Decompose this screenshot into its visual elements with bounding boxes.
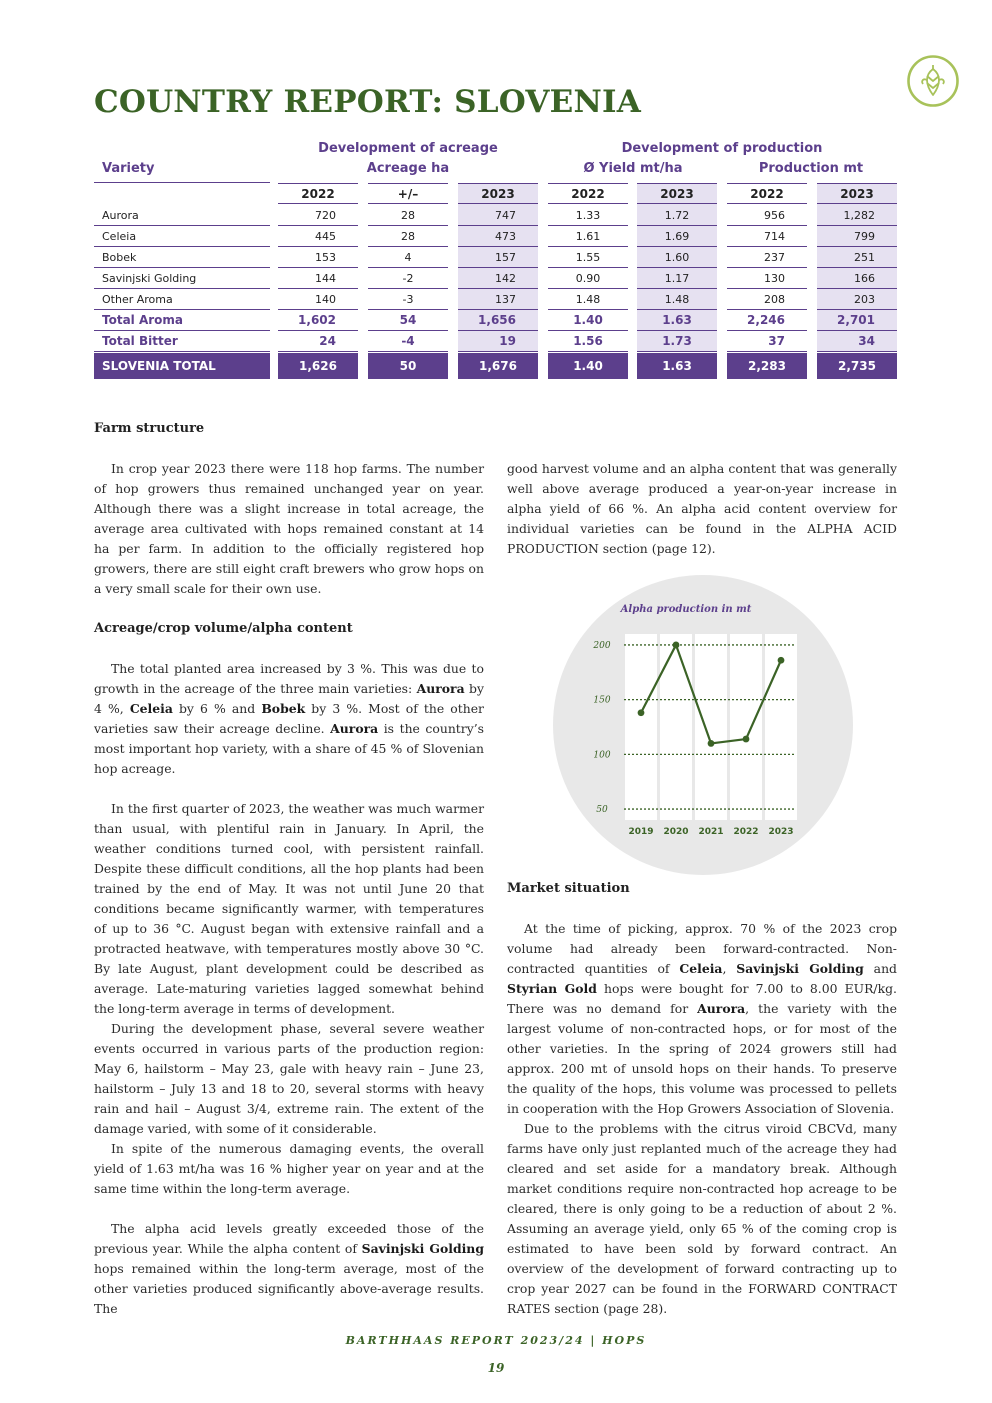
variety-cell: Aurora xyxy=(94,205,270,226)
chart-x-tick-label: 2023 xyxy=(768,827,794,837)
header-production: Production mt xyxy=(758,161,864,176)
value-cell: -2 xyxy=(368,268,448,289)
heading-market-situation: Market situation xyxy=(507,881,630,896)
chart-x-tick-label: 2020 xyxy=(663,827,689,837)
year-acreage-2023: 2023 xyxy=(458,184,538,204)
alpha-chart-svg xyxy=(552,574,854,876)
value-cell: 1.55 xyxy=(548,247,628,268)
value-cell: 1,282 xyxy=(817,205,897,226)
paragraph-weather-3: In spite of the numerous damaging events, the overall yield of 1.63 mt/ha was 16 % higher year on year and at the same time within the long-term average. xyxy=(94,1141,484,1196)
variety-cell: Celeia xyxy=(94,226,270,247)
value-cell: 203 xyxy=(817,289,897,310)
chart-x-tick-label: 2022 xyxy=(733,827,759,837)
paragraph-market-1: At the time of picking, approx. 70 % of the 2023 crop volume had already been forward-contracted. Non-contracted quantities of Celeia, Savinjski Golding and Styrian Gold hops were bought for 7.00 to 8.00 EUR/kg. There was no demand for Aurora, the variety with the largest volume of non-contracted hops, or for most of the other varieties. In the spring of 2024 growers still had approx. 200 mt of unsold hops on their hands. To preserve the quality of the hops, this volume was processed to pellets in cooperation with the Hop Growers Association of Slovenia. xyxy=(507,921,897,1116)
header-yield: Ø Yield mt/ha xyxy=(583,161,683,176)
value-cell: 37 xyxy=(727,331,807,352)
value-cell: 1.33 xyxy=(548,205,628,226)
table-row-total-bitter xyxy=(0,331,992,352)
value-cell: 237 xyxy=(727,247,807,268)
acreage-production-table xyxy=(0,0,992,400)
value-cell: 142 xyxy=(458,268,538,289)
chart-x-tick-label: 2019 xyxy=(628,827,654,837)
value-cell: 166 xyxy=(817,268,897,289)
value-cell: 1.73 xyxy=(637,331,717,352)
heading-acreage: Acreage/crop volume/alpha content xyxy=(94,621,353,636)
value-cell: 1.56 xyxy=(548,331,628,352)
value-cell: 251 xyxy=(817,247,897,268)
value-cell: 50 xyxy=(368,353,448,379)
value-cell: 2,246 xyxy=(727,310,807,331)
value-cell: 24 xyxy=(278,331,358,352)
value-cell: 137 xyxy=(458,289,538,310)
value-cell: 1,676 xyxy=(458,353,538,379)
table-row-total-aroma xyxy=(0,310,992,331)
heading-farm-structure: Farm structure xyxy=(94,421,205,436)
value-cell: 714 xyxy=(727,226,807,247)
table-row-slovenia-total xyxy=(0,353,992,379)
footer-report-title: BARTHHAAS REPORT 2023/24 | HOPS xyxy=(345,1334,647,1347)
value-cell: 747 xyxy=(458,205,538,226)
chart-data-point xyxy=(673,642,680,649)
chart-year-band xyxy=(625,634,657,820)
chart-y-tick-label: 200 xyxy=(593,640,611,651)
variety-cell: Total Aroma xyxy=(94,310,270,331)
value-cell: 1.72 xyxy=(637,205,717,226)
table-row xyxy=(0,247,992,268)
value-cell: 1.48 xyxy=(548,289,628,310)
chart-y-tick-label: 50 xyxy=(596,805,608,816)
value-cell: 1,602 xyxy=(278,310,358,331)
value-cell: 1.69 xyxy=(637,226,717,247)
chart-data-point xyxy=(778,657,785,664)
paragraph-alpha-continued: good harvest volume and an alpha content that was generally well above average produced a year-on-year increase in alpha yield of 66 %. An alpha acid content overview for individual varieties can be found in the ALPHA ACID PRODUCTION section (page 12). xyxy=(507,461,897,556)
year-yield-2023: 2023 xyxy=(637,184,717,204)
value-cell: 140 xyxy=(278,289,358,310)
paragraph-market-2: Due to the problems with the citrus viroid CBCVd, many farms have only just replanted much of the acreage they had cleared and set aside for a mandatory break. Although market conditions require non-contracted hop acreage to be cleared, there is only going to be a reduction of about 2 %. Assuming an average yield, only 65 % of the coming crop is estimated to have been sold by forward contract. An overview of the development of forward contracting up to crop year 2027 can be found in the FORWARD CONTRACT RATES section (page 28). xyxy=(507,1121,897,1316)
value-cell: 1.48 xyxy=(637,289,717,310)
value-cell: -4 xyxy=(368,331,448,352)
value-cell: 1,626 xyxy=(278,353,358,379)
page-number: 19 xyxy=(487,1361,505,1375)
table-row xyxy=(0,226,992,247)
value-cell: 130 xyxy=(727,268,807,289)
value-cell: 28 xyxy=(368,205,448,226)
value-cell: 1,656 xyxy=(458,310,538,331)
year-production-2023: 2023 xyxy=(817,184,897,204)
value-cell: 2,701 xyxy=(817,310,897,331)
table-row xyxy=(0,268,992,289)
header-acreage-ha: Acreage ha xyxy=(366,161,450,176)
value-cell: -3 xyxy=(368,289,448,310)
value-cell: 19 xyxy=(458,331,538,352)
value-cell: 2,283 xyxy=(727,353,807,379)
chart-year-band xyxy=(695,634,727,820)
value-cell: 1.17 xyxy=(637,268,717,289)
value-cell: 0.90 xyxy=(548,268,628,289)
variety-cell: Bobek xyxy=(94,247,270,268)
value-cell: 208 xyxy=(727,289,807,310)
value-cell: 1.63 xyxy=(637,310,717,331)
value-cell: 144 xyxy=(278,268,358,289)
chart-title: Alpha production in mt xyxy=(620,604,752,615)
year-production-2022: 2022 xyxy=(727,184,807,204)
variety-cell: Other Aroma xyxy=(94,289,270,310)
chart-x-tick-label: 2021 xyxy=(698,827,724,837)
value-cell: 157 xyxy=(458,247,538,268)
value-cell: 956 xyxy=(727,205,807,226)
page-title: COUNTRY REPORT: SLOVENIA xyxy=(94,84,641,120)
value-cell: 1.60 xyxy=(637,247,717,268)
paragraph-acreage: The total planted area increased by 3 %. This was due to growth in the acreage of the three main varieties: Aurora by 4 %, Celeia by 6 % and Bobek by 3 %. Most of the other varieties saw their acreage decline. Aurora is the country’s most important hop variety, with a share of 45 % of Slovenian hop acreage. xyxy=(94,661,484,776)
value-cell: 54 xyxy=(368,310,448,331)
paragraph-weather-1: In the first quarter of 2023, the weather was much warmer than usual, with plentiful rain in January. In April, the weather conditions turned cool, with persistent rainfall. Despite these difficult conditions, all the hop plants had been trained by the end of May. It was not until June 20 that conditions became significantly warmer, with temperatures of up to 36 °C. August began with extensive rainfall and a protracted heatwave, with temperatures mostly above 30 °C. By late August, plant development could be described as average. Late-maturing varieties lagged somewhat behind the long-term average in terms of development. xyxy=(94,801,484,1016)
value-cell: 1.40 xyxy=(548,310,628,331)
paragraph-farm-structure: In crop year 2023 there were 118 hop farms. The number of hop growers thus remained unchanged year on year. Although there was a slight increase in total acreage, the average area cultivated with hops remained constant at 14 ha per farm. In addition to the officially registered hop growers, there are still eight craft brewers who grow hops on a very small scale for their own use. xyxy=(94,461,484,596)
year-yield-2022: 2022 xyxy=(548,184,628,204)
chart-data-point xyxy=(708,740,715,747)
chart-data-point xyxy=(743,736,750,743)
chart-year-band xyxy=(660,634,692,820)
acreage-diff-header: +/– xyxy=(368,184,448,204)
paragraph-alpha: The alpha acid levels greatly exceeded those of the previous year. While the alpha content of Savinjski Golding hops remained within the long-term average, most of the other varieties produced significantly above-average results. The xyxy=(94,1221,484,1316)
group-header-production: Development of production xyxy=(621,141,823,156)
group-header-acreage: Development of acreage xyxy=(318,141,498,156)
variety-cell: Total Bitter xyxy=(94,331,270,352)
chart-y-tick-label: 100 xyxy=(593,750,611,761)
value-cell: 720 xyxy=(278,205,358,226)
chart-year-band xyxy=(730,634,762,820)
value-cell: 1.40 xyxy=(548,353,628,379)
value-cell: 34 xyxy=(817,331,897,352)
header-variety: Variety xyxy=(102,161,155,176)
value-cell: 473 xyxy=(458,226,538,247)
value-cell: 28 xyxy=(368,226,448,247)
chart-data-point xyxy=(638,709,645,716)
paragraph-weather-2: During the development phase, several severe weather events occurred in various parts of the production region: May 6, hailstorm – May 23, gale with heavy rain – June 23, hailstorm – July 13 and 18 to 20, several storms with heavy rain and hail – August 3/4, extreme rain. The extent of the damage varied, with some of it considerable. xyxy=(94,1021,484,1136)
table-row xyxy=(0,205,992,226)
value-cell: 2,735 xyxy=(817,353,897,379)
value-cell: 445 xyxy=(278,226,358,247)
value-cell: 153 xyxy=(278,247,358,268)
value-cell: 799 xyxy=(817,226,897,247)
value-cell: 1.61 xyxy=(548,226,628,247)
chart-y-tick-label: 150 xyxy=(593,695,611,706)
alpha-production-chart xyxy=(552,574,854,876)
variety-cell: Savinjski Golding xyxy=(94,268,270,289)
value-cell: 4 xyxy=(368,247,448,268)
year-acreage-2022: 2022 xyxy=(278,184,358,204)
table-row xyxy=(0,289,992,310)
value-cell: 1.63 xyxy=(637,353,717,379)
variety-cell: SLOVENIA TOTAL xyxy=(94,353,270,379)
